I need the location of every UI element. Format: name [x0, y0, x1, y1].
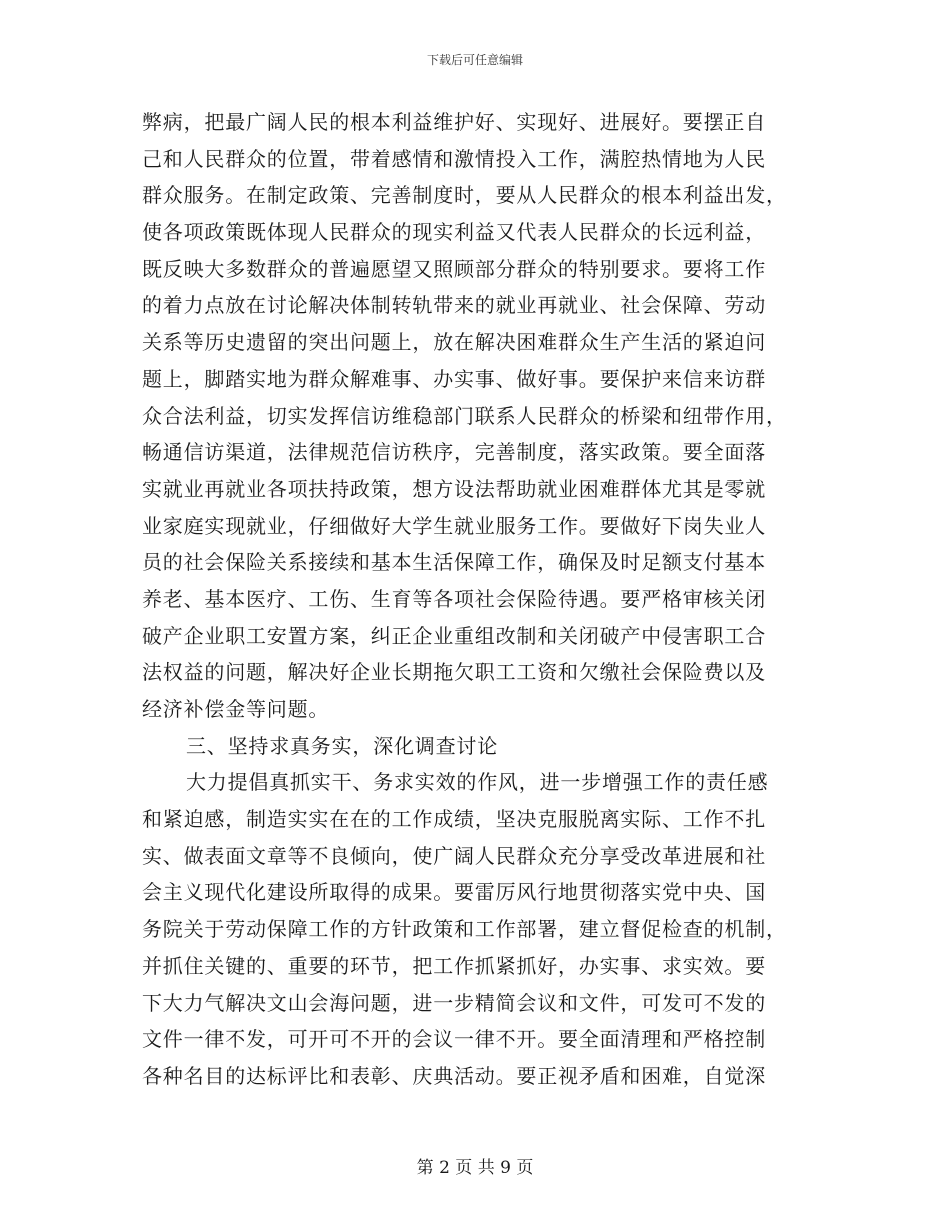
text-line: 养老、基本医疗、工伤、生育等各项社会保险待遇。要严格审核关闭	[142, 586, 766, 611]
text-line: 实、做表面文章等不良倾向，使广阔人民群众充分享受改革进展和社	[142, 843, 766, 868]
document-body	[142, 104, 812, 1095]
text-line: 弊病，把最广阔人民的根本利益维护好、实现好、进展好。要摆正自	[142, 110, 766, 134]
text-line: 既反映大多数群众的普遍愿望又照顾部分群众的特别要求。要将工作	[142, 256, 766, 281]
text-line: 己和人民群众的位置，带着感情和激情投入工作，满腔热情地为人民	[142, 146, 766, 171]
text-line: 题上，脚踏实地为群众解难事、办实事、做好事。要保护来信来访群	[142, 366, 766, 391]
text-line: 各种名目的达标评比和表彰、庆典活动。要正视矛盾和困难，自觉深	[142, 1063, 766, 1088]
text-line: 经济补偿金等问题。	[142, 697, 330, 721]
text-line: 的着力点放在讨论解决体制转轨带来的就业再就业、社会保障、劳动	[142, 293, 766, 318]
text-line: 会主义现代化建设所取得的成果。要雷厉风行地贯彻落实党中央、国	[142, 880, 766, 905]
text-line: 群众服务。在制定政策、完善制度时，要从人民群众的根本利益出发，	[142, 183, 787, 208]
text-line: 法权益的问题，解决好企业长期拖欠职工工资和欠缴社会保险费以及	[142, 660, 766, 685]
text-line: 员的社会保险关系接续和基本生活保障工作，确保及时足额支付基本	[142, 550, 766, 575]
section-heading: 三、坚持求真务实，深化调查讨论	[186, 733, 498, 758]
text-line: 畅通信访渠道，法律规范信访秩序，完善制度，落实政策。要全面落	[142, 440, 766, 465]
text-line: 使各项政策既体现人民群众的现实利益又代表人民群众的长远利益，	[142, 220, 766, 245]
text-line: 务院关于劳动保障工作的方针政策和工作部署，建立督促检查的机制，	[142, 917, 787, 942]
text-line: 破产企业职工安置方案，纠正企业重组改制和关闭破产中侵害职工合	[142, 623, 766, 648]
text-line: 并抓住关键的、重要的环节，把工作抓紧抓好，办实事、求实效。要	[142, 953, 766, 978]
text-line: 业家庭实现就业，仔细做好大学生就业服务工作。要做好下岗失业人	[142, 513, 766, 538]
text-line: 下大力气解决文山会海问题，进一步精简会议和文件，可发可不发的	[142, 990, 766, 1015]
page-header: 下载后可任意编辑	[426, 53, 523, 67]
text-line: 实就业再就业各项扶持政策，想方设法帮助就业困难群体尤其是零就	[142, 476, 766, 501]
text-line: 和紧迫感，制造实实在在的工作成绩，坚决克服脱离实际、工作不扎	[142, 807, 766, 832]
paragraph-first-line: 大力提倡真抓实干、务求实效的作风，进一步增强工作的责任感	[186, 770, 769, 795]
text-line: 关系等历史遗留的突出问题上，放在解决困难群众生产生活的紧迫问	[142, 330, 766, 355]
page-number: 第 2 页 共 9 页	[416, 1158, 534, 1178]
text-line: 众合法利益，切实发挥信访维稳部门联系人民群众的桥梁和纽带作用，	[142, 403, 787, 428]
text-line: 文件一律不发，可开可不开的会议一律不开。要全面清理和严格控制	[142, 1027, 766, 1052]
